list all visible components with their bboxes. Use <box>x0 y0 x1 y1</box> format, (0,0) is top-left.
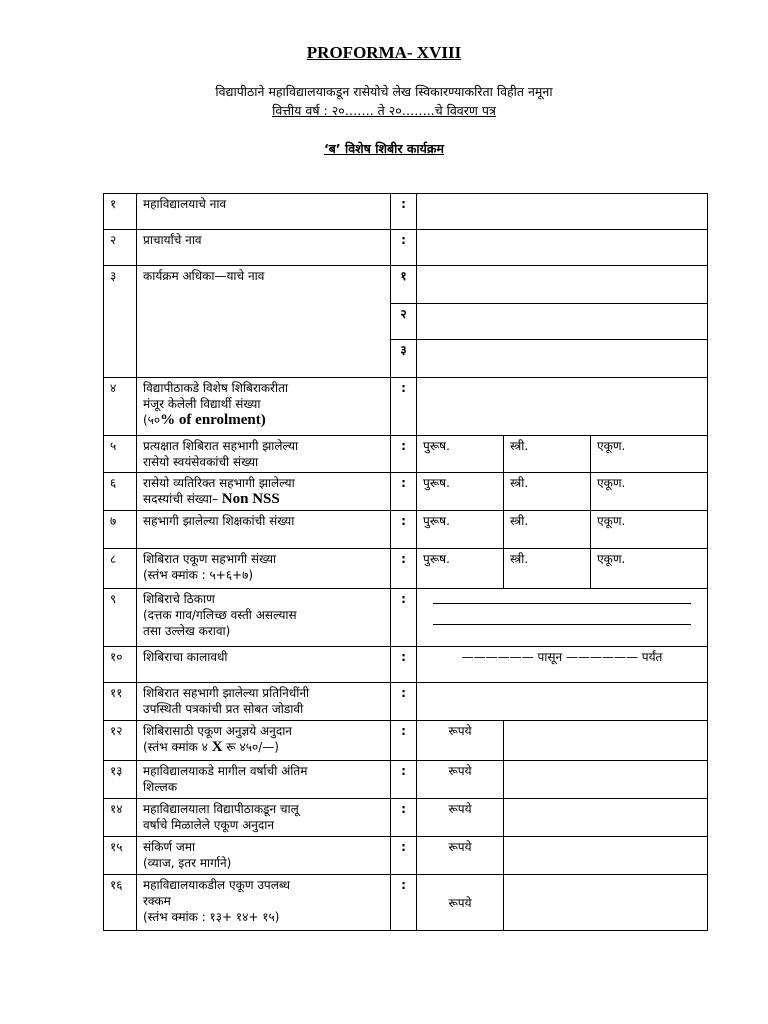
female-count-cell[interactable]: स्त्री. <box>504 549 591 589</box>
row-label <box>137 436 391 473</box>
fill-line <box>433 591 691 604</box>
program-officer-field-1[interactable] <box>417 266 708 304</box>
sanctioned-students-field[interactable] <box>417 378 708 436</box>
row-label <box>137 378 391 436</box>
label-prefix: सदस्यांची संख्या– <box>143 492 218 506</box>
row-camp-location <box>104 589 708 647</box>
female-count-cell[interactable]: स्त्री. <box>504 436 591 473</box>
row-number: २ <box>104 230 137 266</box>
label-line: रासेयो व्यतिरिक्त सहभागी झालेल्या <box>143 476 295 490</box>
label-suffix: रू ४५०/—) <box>222 740 279 754</box>
label-line: (व्याज, इतर मार्गाने) <box>143 856 232 870</box>
camp-location-field[interactable] <box>417 589 708 647</box>
row-number: ११ <box>104 683 137 721</box>
college-name-field[interactable] <box>417 194 708 230</box>
male-count-cell[interactable]: पुरूष. <box>417 511 504 549</box>
row-camp-duration <box>104 647 708 683</box>
row-number: ७ <box>104 511 137 549</box>
row-college-name <box>104 194 708 230</box>
rupee-label: रूपये <box>417 761 504 799</box>
row-misc-receipts <box>104 837 708 875</box>
row-number: १२ <box>104 721 137 761</box>
label-line: शिबिरासाठी एकूण अनुज्ञये अनुदान <box>143 724 292 738</box>
misc-receipts-amount[interactable] <box>504 837 708 875</box>
previous-balance-amount[interactable] <box>504 761 708 799</box>
row-colon: : <box>391 799 417 837</box>
program-officer-field-2[interactable] <box>417 304 708 340</box>
university-grant-amount[interactable] <box>504 799 708 837</box>
row-principal-name <box>104 230 708 266</box>
row-number: १५ <box>104 837 137 875</box>
row-label <box>137 549 391 589</box>
label-line: वर्षाचे मिळालेले एकूण अनुदान <box>143 818 275 832</box>
total-count-cell[interactable]: एकूण. <box>591 511 708 549</box>
label-prefix: (५० <box>143 413 161 427</box>
attendance-copy-field[interactable] <box>417 683 708 721</box>
label-line: (स्तंभ क्मांक : ५+६+७) <box>143 568 254 582</box>
label-line: शिल्लक <box>143 780 178 794</box>
row-total-available <box>104 875 708 931</box>
label-line <box>143 739 384 755</box>
label-line: महाविद्यालयाकडील एकूण उपलब्ध <box>143 878 291 892</box>
row-sanctioned-students <box>104 378 708 436</box>
row-label: प्राचार्यांचे नाव <box>137 230 391 266</box>
row-attendance-copy <box>104 683 708 721</box>
section-title: ‘ब’ विशेष शिबीर कार्यक्रम <box>324 141 444 156</box>
total-count-cell[interactable]: एकूण. <box>591 436 708 473</box>
male-count-cell[interactable]: पुरूष. <box>417 473 504 511</box>
sub-number: २ <box>391 304 417 340</box>
row-label: महाविद्यालयाचे नाव <box>137 194 391 230</box>
proforma-table <box>103 193 708 931</box>
row-previous-balance <box>104 761 708 799</box>
admissible-grant-amount[interactable] <box>504 721 708 761</box>
rupee-label: रूपये <box>417 837 504 875</box>
row-number: १४ <box>104 799 137 837</box>
row-number: ३ <box>104 266 137 378</box>
row-colon: : <box>391 378 417 436</box>
row-colon: : <box>391 683 417 721</box>
row-number: ६ <box>104 473 137 511</box>
row-number: १३ <box>104 761 137 799</box>
row-colon: : <box>391 761 417 799</box>
fill-line <box>433 612 691 625</box>
row-label <box>137 761 391 799</box>
subtitle-line-2: वित्तीय वर्ष : २०……. ते २०……..चे विवरण पत्र <box>272 103 496 118</box>
row-colon: : <box>391 875 417 931</box>
row-colon: : <box>391 511 417 549</box>
camp-duration-field[interactable]: —————— पासून —————— पर्यंत <box>417 647 708 683</box>
label-line: मंजूर केलेली विद्यार्थी संख्या <box>143 397 261 411</box>
row-number: ८ <box>104 549 137 589</box>
label-line: शिबिरात एकूण सहभागी संख्या <box>143 552 277 566</box>
row-colon: : <box>391 436 417 473</box>
label-line: (दत्तक गाव/गलिच्छ वस्ती असल्यास <box>143 608 297 622</box>
label-roman: X <box>211 739 223 755</box>
label-line: संकिर्ण जमा <box>143 840 196 854</box>
row-university-grant <box>104 799 708 837</box>
row-colon: : <box>391 647 417 683</box>
row-teachers <box>104 511 708 549</box>
principal-name-field[interactable] <box>417 230 708 266</box>
row-label <box>137 799 391 837</box>
label-line: शिबिराचे ठिकाण <box>143 592 215 606</box>
row-label <box>137 875 391 931</box>
row-label <box>137 589 391 647</box>
label-line: रक्कम <box>143 894 171 908</box>
label-line: महाविद्यालयाकडे मागील वर्षाची अंतिम <box>143 764 308 778</box>
row-label: सहभागी झालेल्या शिक्षकांची संख्या <box>137 511 391 549</box>
row-number: १० <box>104 647 137 683</box>
total-count-cell[interactable]: एकूण. <box>591 473 708 511</box>
label-line: रासेयो स्वयंसेवकांची संख्या <box>143 455 259 469</box>
row-number: १ <box>104 194 137 230</box>
label-line <box>143 491 384 507</box>
label-line <box>143 412 384 428</box>
sub-number: १ <box>391 266 417 304</box>
row-colon: : <box>391 721 417 761</box>
row-total-participants <box>104 549 708 589</box>
label-line: महाविद्यालयाला विद्यापीठाकडून चालू <box>143 802 299 816</box>
sub-number: ३ <box>391 340 417 378</box>
row-admissible-grant <box>104 721 708 761</box>
row-label <box>137 837 391 875</box>
row-colon: : <box>391 194 417 230</box>
page-title: PROFORMA- XVIII <box>306 43 462 62</box>
row-number: ४ <box>104 378 137 436</box>
label-roman: Non NSS <box>221 491 280 507</box>
label-prefix: (स्तंभ क्मांक ४ <box>143 740 212 754</box>
row-label <box>137 683 391 721</box>
row-label <box>137 473 391 511</box>
total-count-cell[interactable]: एकूण. <box>591 549 708 589</box>
subtitle-line-1: विद्यापीठाने महाविद्यालयाकडून रासेयोचे लेख स्विकारण्याकरिता विहीत नमूना <box>215 84 553 99</box>
row-number: १६ <box>104 875 137 931</box>
row-colon: : <box>391 549 417 589</box>
label-line: विद्यापीठाकडे विशेष शिबिराकरीता <box>143 381 289 395</box>
label-line: उपस्थिती पत्रकांची प्रत सोबत जोडावी <box>143 702 304 716</box>
row-nss-volunteers <box>104 436 708 473</box>
row-number: ९ <box>104 589 137 647</box>
rupee-label: रूपये <box>417 721 504 761</box>
row-label <box>137 721 391 761</box>
female-count-cell[interactable]: स्त्री. <box>504 473 591 511</box>
row-number: ५ <box>104 436 137 473</box>
label-line: तसा उल्लेख करावा) <box>143 624 231 638</box>
total-available-amount[interactable] <box>504 875 708 931</box>
row-colon: : <box>391 837 417 875</box>
row-non-nss-members <box>104 473 708 511</box>
row-colon: : <box>391 473 417 511</box>
row-colon: : <box>391 230 417 266</box>
label-line: (स्तंभ क्मांक : १३+ १४+ १५) <box>143 910 280 924</box>
row-program-officer <box>104 266 708 304</box>
row-label: कार्यक्रम अधिका—याचे नाव <box>137 266 391 378</box>
row-colon: : <box>391 589 417 647</box>
rupee-label: रूपये <box>417 875 504 931</box>
label-roman: % of enrolment) <box>160 412 266 428</box>
label-line: प्रत्यक्षात शिबिरात सहभागी झालेल्या <box>143 439 299 453</box>
row-label: शिबिराचा कालावधी <box>137 647 391 683</box>
female-count-cell[interactable]: स्त्री. <box>504 511 591 549</box>
male-count-cell[interactable]: पुरूष. <box>417 436 504 473</box>
rupee-label: रूपये <box>417 799 504 837</box>
label-line: शिबिरात सहभागी झालेल्या प्रतिनिधींनी <box>143 686 310 700</box>
program-officer-field-3[interactable] <box>417 340 708 378</box>
male-count-cell[interactable]: पुरूष. <box>417 549 504 589</box>
